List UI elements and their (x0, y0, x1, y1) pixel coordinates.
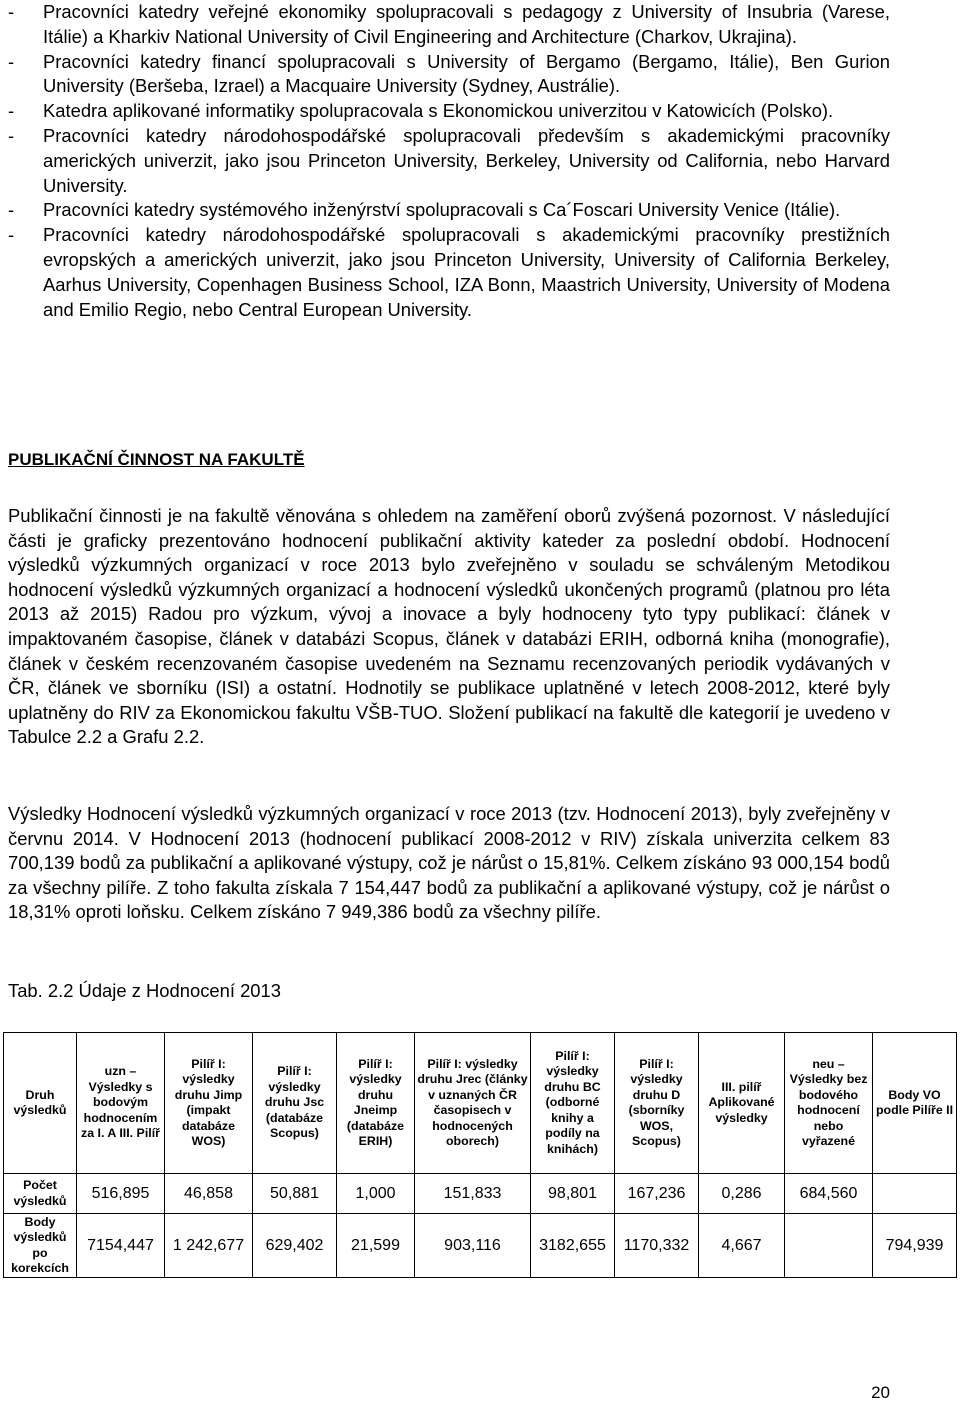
table-cell: 151,833 (415, 1174, 531, 1214)
table-cell: 794,939 (873, 1214, 957, 1278)
table-cell: 903,116 (415, 1214, 531, 1278)
table-header-row (4, 1033, 957, 1174)
table-cell (873, 1174, 957, 1214)
column-header: Pilíř I: výsledky druhu Jimp (impakt databáze WOS) (165, 1033, 253, 1174)
column-header: Pilíř I: výsledky druhu Jsc (databáze Scopus) (253, 1033, 337, 1174)
column-header: Pilíř I: výsledky druhu BC (odborné knihy a podíly na knihách) (531, 1033, 615, 1174)
table-cell: 167,236 (615, 1174, 699, 1214)
bullet-dash: - (8, 224, 15, 246)
page-number: 20 (871, 1383, 890, 1402)
bullet-dash: - (8, 1, 15, 22)
row-header: Počet výsledků (4, 1174, 77, 1214)
table-cell: 1 242,677 (165, 1214, 253, 1278)
list-item-text: Pracovníci katedry národohospodářské spolupracovali s akademickými pracovníky prestižních evropských a amerických univerzit, jako jsou Princeton University, University of California Berkeley, Aarhus University, Copenhagen Business School, IZA Bonn, Maastrich University, University of Modena and Emilio Regio, nebo Central European University. (43, 224, 890, 320)
column-header: uzn – Výsledky s bodovým hodnocením za I. A III. Pilíř (77, 1033, 165, 1174)
list-item-text: Pracovníci katedry veřejné ekonomiky spolupracovali s pedagogy z University of Insubria (Varese, Itálie) a Kharkiv National University of Civil Engineering and Architecture (Charkov, Ukrajina). (43, 1, 890, 47)
list-item (8, 50, 890, 100)
column-header: Pilíř I: výsledky druhu Jrec (články v uznaných ČR časopisech v hodnocených oborech) (415, 1033, 531, 1174)
column-header: Druh výsledků (4, 1033, 77, 1174)
table-cell: 21,599 (337, 1214, 415, 1278)
bullet-dash: - (8, 100, 15, 122)
table-row (4, 1214, 957, 1278)
bullet-dash: - (8, 124, 15, 146)
list-item (8, 99, 890, 124)
table-caption: Tab. 2.2 Údaje z Hodnocení 2013 (8, 980, 281, 1001)
table-cell: 516,895 (77, 1174, 165, 1214)
table-cell: 50,881 (253, 1174, 337, 1214)
table-cell (785, 1214, 873, 1278)
table-cell: 46,858 (165, 1174, 253, 1214)
list-item (8, 223, 890, 322)
bullet-dash: - (8, 50, 15, 72)
list-item-text: Katedra aplikované informatiky spolupracovala s Ekonomickou univerzitou v Katowicích (Polsko). (43, 100, 834, 122)
evaluation-table (3, 1032, 957, 1278)
paragraph-publication-activity: Publikační činnosti je na fakultě věnována s ohledem na zaměření oborů zvýšená pozornost. V následující části je graficky prezentováno hodnocení publikační aktivity kateder za poslední období. Hodnocení výsledků výzkumných organizací v roce 2013 bylo zveřejněno v souladu se schváleným Metodikou hodnocení výsledků výzkumných organizací a hodnocení výsledků ukončených programů (platnou pro léta 2013 až 2015) Radou pro výzkum, vývoj a inovace a byly hodnoceny tyto typy publikací: článek v impaktovaném časopise, článek v databázi Scopus, článek v databázi ERIH, odborná kniha (monografie), článek v českém recenzovaném časopise uvedeném na Seznamu recenzovaných periodik vydávaných v ČR, článek ve sborníku (ISI) a ostatní. Hodnotily se publikace uplatněné v letech 2008-2012, které byly uplatněny do RIV za Ekonomickou fakultu VŠB-TUO. Složení publikací na fakultě dle kategorií je uvedeno v Tabulce 2.2 a Grafu 2.2. (8, 505, 890, 748)
row-header: Body výsledků po korekcích (4, 1214, 77, 1278)
table-cell: 98,801 (531, 1174, 615, 1214)
column-header: Pilíř I: výsledky druhu D (sborníky WOS, Scopus) (615, 1033, 699, 1174)
bullet-dash: - (8, 199, 15, 221)
table-cell: 7154,447 (77, 1214, 165, 1278)
column-header: neu – Výsledky bez bodového hodnocení nebo vyřazené (785, 1033, 873, 1174)
table-cell: 1170,332 (615, 1214, 699, 1278)
list-item (8, 0, 890, 50)
table-cell: 629,402 (253, 1214, 337, 1278)
list-item-text: Pracovníci katedry systémového inženýrství spolupracovali s Ca´Foscari University Venice (Itálie). (43, 199, 841, 221)
paragraph-evaluation-results: Výsledky Hodnocení výsledků výzkumných organizací v roce 2013 (tzv. Hodnocení 2013), byly zveřejněny v červnu 2014. V Hodnocení 2013 (hodnocení publikací 2008-2012 v RIV) získala univerzita celkem 83 700,139 bodů za publikační a aplikované výstupy, což je nárůst o 15,81%. Celkem získáno 93 000,154 bodů za všechny pilíře. Z toho fakulta získala 7 154,447 bodů za publikační a aplikované výstupy, což je nárůst o 18,31% oproti loňsku. Celkem získáno 7 949,386 bodů za všechny pilíře. (8, 803, 890, 923)
table-cell: 684,560 (785, 1174, 873, 1214)
table-cell: 4,667 (699, 1214, 785, 1278)
list-item-text: Pracovníci katedry národohospodářské spolupracovali především s akademickými pracovníky amerických univerzit, jako jsou Princeton University, Berkeley, University od California, nebo Harvard University. (43, 124, 890, 196)
list-item-text: Pracovníci katedry financí spolupracovali s University of Bergamo (Bergamo, Itálie), Ben Gurion University (Beršeba, Izrael) a Macquaire University (Sydney, Austrálie). (43, 50, 890, 97)
section-heading: PUBLIKAČNÍ ČINNOST NA FAKULTĚ (8, 450, 305, 469)
table-cell: 3182,655 (531, 1214, 615, 1278)
table-cell: 1,000 (337, 1174, 415, 1214)
list-item (8, 198, 890, 223)
table-row (4, 1174, 957, 1214)
column-header: Body VO podle Pilíře II (873, 1033, 957, 1174)
cooperation-list (8, 0, 890, 322)
list-item (8, 124, 890, 198)
column-header: III. pilíř Aplikované výsledky (699, 1033, 785, 1174)
table-cell: 0,286 (699, 1174, 785, 1214)
column-header: Pilíř I: výsledky druhu Jneimp (databáze ERIH) (337, 1033, 415, 1174)
